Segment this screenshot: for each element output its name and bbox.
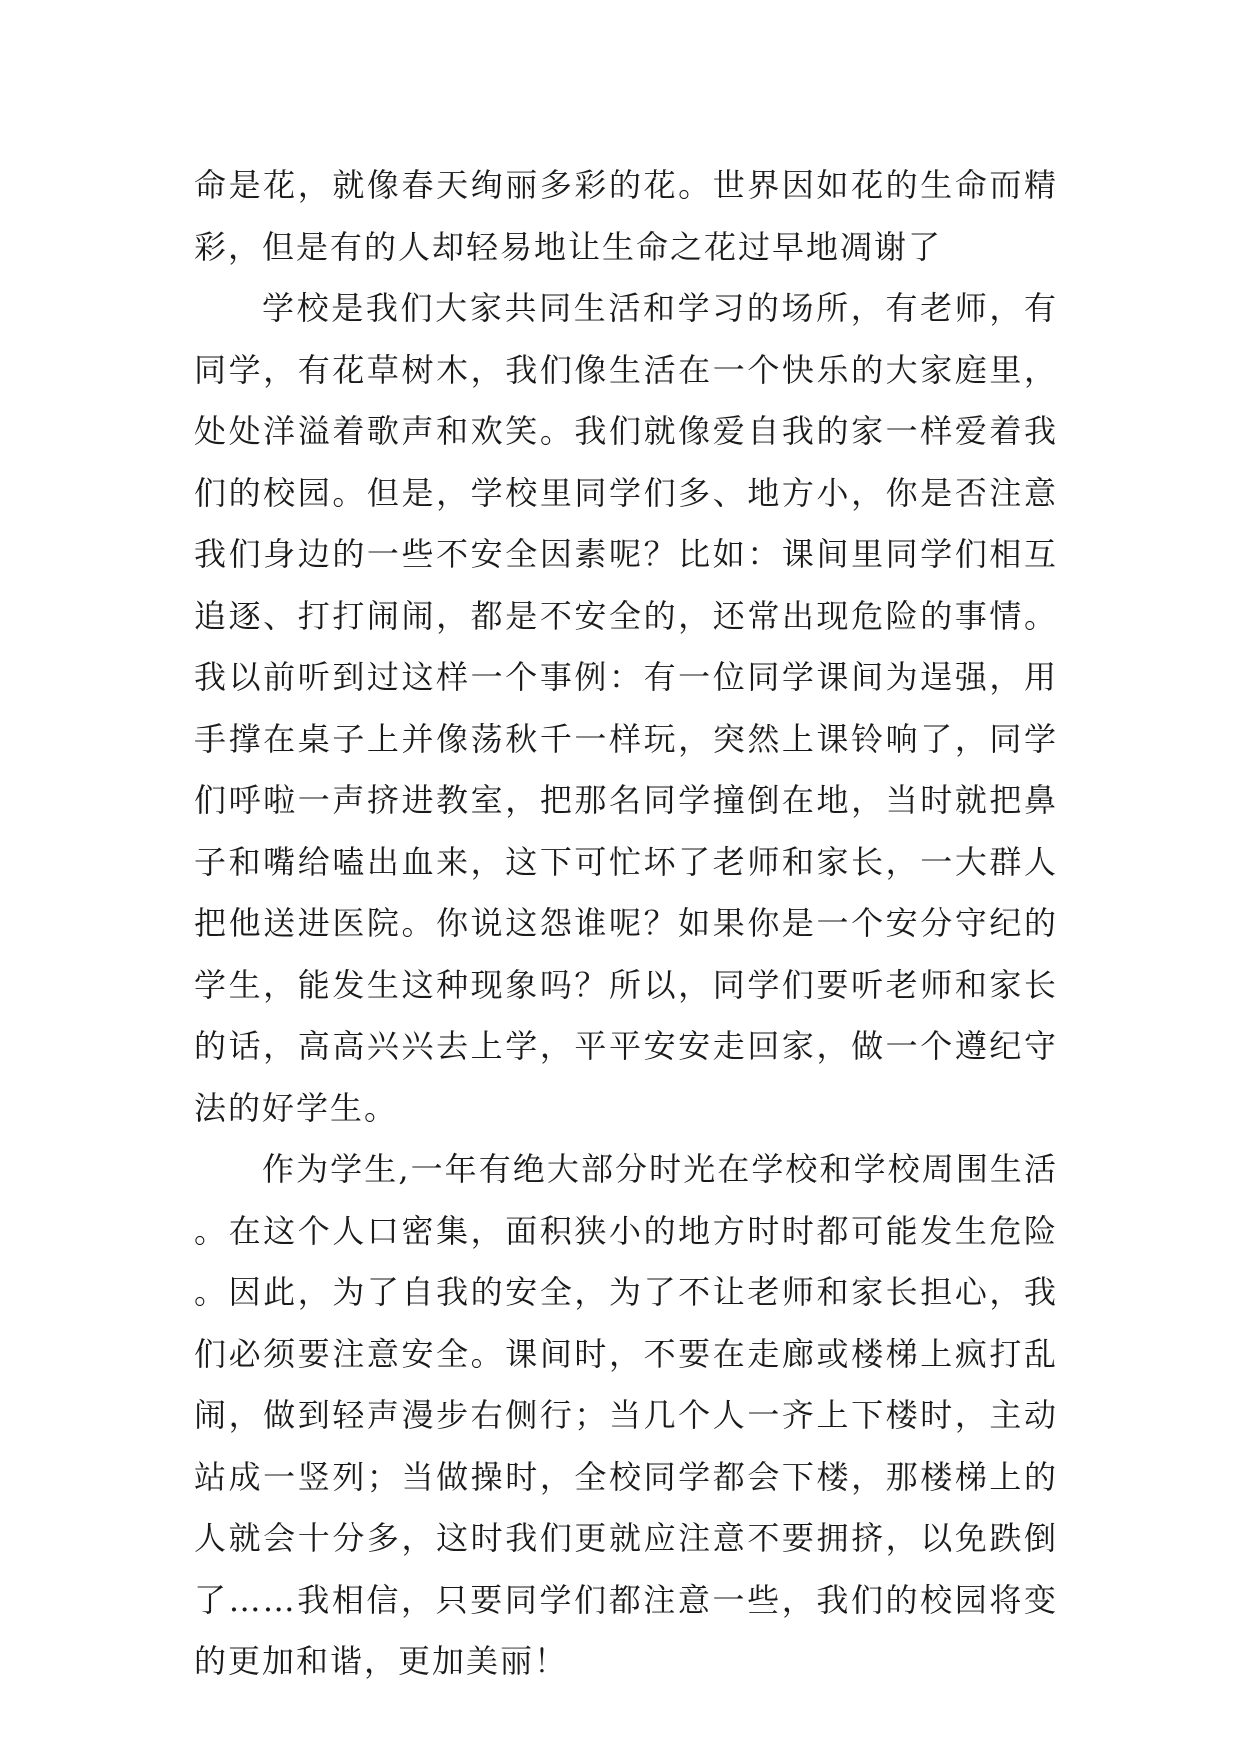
paragraph-safety-advice: 作为学生,一年有绝大部分时光在学校和学校周围生活。在这个人口密集，面积狭小的地方时时都可能发生危险。因此，为了自我的安全，为了不让老师和家长担心，我们必须要注意安全。课间时，不要在走廊或楼梯上疯打乱闹，做到轻声漫步右侧行；当几个人一齐上下楼时，主动站成一竖列；当做操时，全校同学都会下楼，那楼梯上的人就会十分多，这时我们更就应注意不要拥挤，以免跌倒了……我相信，只要同学们都注意一些，我们的校园将变的更加和谐，更加美丽！ xyxy=(194,1150,1058,1680)
paragraph-school-life: 学校是我们大家共同生活和学习的场所，有老师，有同学，有花草树木，我们像生活在一个快乐的大家庭里，处处洋溢着歌声和欢笑。我们就像爱自我的家一样爱着我们的校园。但是，学校里同学们多、地方小，你是否注意我们身边的一些不安全因素呢？比如：课间里同学们相互追逐、打打闹闹，都是不安全的，还常出现危险的事情。我以前听到过这样一个事例：有一位同学课间为逞强，用手撑在桌子上并像荡秋千一样玩，突然上课铃响了，同学们呼啦一声挤进教室，把那名同学撞倒在地，当时就把鼻子和嘴给嗑出血来，这下可忙坏了老师和家长，一大群人把他送进医院。你说这怨谁呢？如果你是一个安分守纪的学生，能发生这种现象吗？所以，同学们要听老师和家长的话，高高兴兴去上学，平平安安走回家，做一个遵纪守法的好学生。 xyxy=(194,289,1058,1127)
paragraph-continued: 命是花，就像春天绚丽多彩的花。世界因如花的生命而精彩，但是有的人却轻易地让生命之花过早地凋谢了 xyxy=(194,166,1058,266)
document-body xyxy=(194,155,1058,1693)
